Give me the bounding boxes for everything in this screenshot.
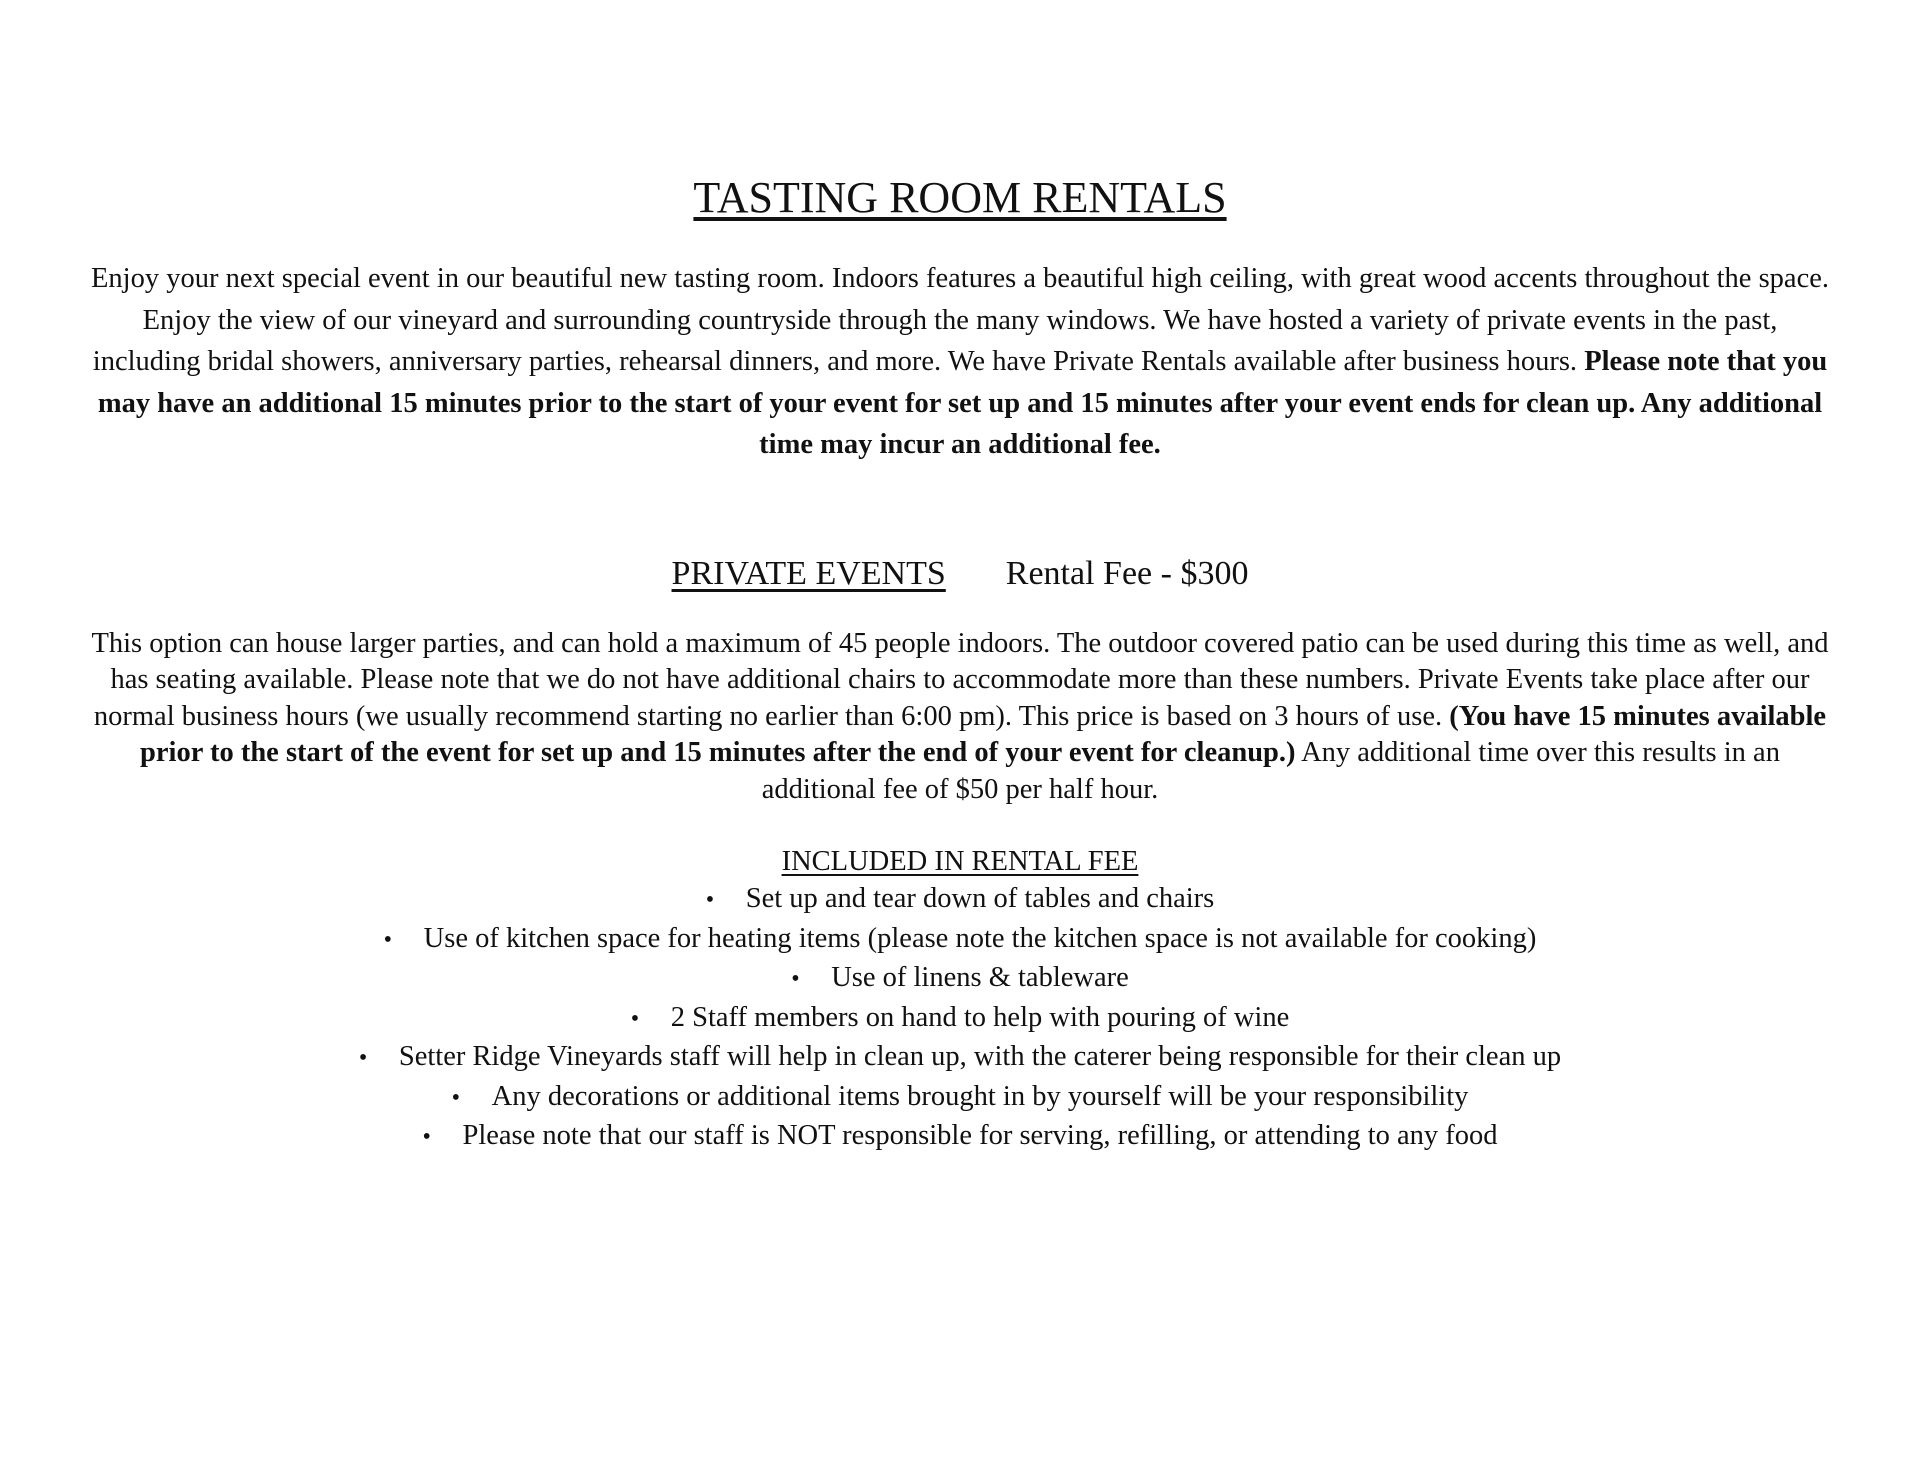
- intro-bold-note: Please note that you may have an additional 15 minutes prior to the start of your event for set up and 15 minutes after your event ends for clean up. Any additional time may incur an additional fee.: [97, 346, 1828, 461]
- bullet-icon: •: [358, 1045, 368, 1071]
- rental-fee-label: Rental Fee - $300: [1005, 555, 1249, 592]
- bullet-icon: •: [451, 1084, 461, 1111]
- private-events-heading: [0, 551, 1920, 597]
- list-item-text: Set up and tear down of tables and chairs: [745, 883, 1215, 914]
- list-item: [0, 1117, 1920, 1157]
- list-item-text: Use of kitchen space for heating items (please note the kitchen space is not available for cooking): [423, 922, 1537, 954]
- bullet-icon: •: [422, 1124, 431, 1150]
- bullet-icon: •: [705, 887, 715, 913]
- private-events-text: This option can house larger parties, and can hold a maximum of 45 people indoors. The outdoor covered patio can be used during this time as well, and has seating available. Please note that we do not have additional chairs to accommodate more than these numbers. Private Events take place after our normal business hours (we usually recommend starting no earlier than 6:00 pm). This price is based on 3 hours of use.: [91, 628, 1829, 732]
- bullet-icon: •: [791, 966, 800, 992]
- list-item-text: Setter Ridge Vineyards staff will help in clean up, with the caterer being responsible for their clean up: [398, 1041, 1562, 1072]
- list-item-text: Use of linens & tableware: [831, 962, 1129, 993]
- included-list: [0, 880, 1920, 1157]
- list-item-text: 2 Staff members on hand to help with pouring of wine: [670, 1001, 1290, 1033]
- list-item: [0, 1078, 1920, 1118]
- list-item: [0, 959, 1920, 999]
- intro-text: Enjoy your next special event in our beautiful new tasting room. Indoors features a beautiful high ceiling, with great wood accents throughout the space. Enjoy the view of our vineyard and surrounding countryside through the many windows. We have hosted a variety of private events in the past, including bridal showers, anniversary parties, rehearsal dinners, and more. We have Private Rentals available after business hours.: [91, 263, 1829, 378]
- list-item: [0, 920, 1920, 960]
- private-events-title: PRIVATE EVENTS: [671, 555, 946, 592]
- page-title: TASTING ROOM RENTALS: [693, 173, 1227, 222]
- list-item: [0, 880, 1920, 920]
- private-events-paragraph: [90, 626, 1830, 808]
- bullet-icon: •: [630, 1005, 640, 1032]
- bullet-icon: •: [383, 926, 393, 953]
- list-item-text: Any decorations or additional items brought in by yourself will be your responsibility: [491, 1080, 1469, 1112]
- private-events-bold-note: (You have 15 minutes available prior to the start of the event for set up and 15 minutes after the end of your event for cleanup.): [140, 700, 1827, 769]
- list-item-text: Please note that our staff is NOT responsible for serving, refilling, or attending to any food: [462, 1120, 1498, 1151]
- intro-paragraph: [90, 258, 1830, 466]
- private-events-trailing-text: Any additional time over this results in an additional fee of $50 per half hour.: [761, 737, 1780, 805]
- list-item: [0, 999, 1920, 1039]
- included-heading: INCLUDED IN RENTAL FEE: [781, 846, 1139, 877]
- list-item: [0, 1038, 1920, 1078]
